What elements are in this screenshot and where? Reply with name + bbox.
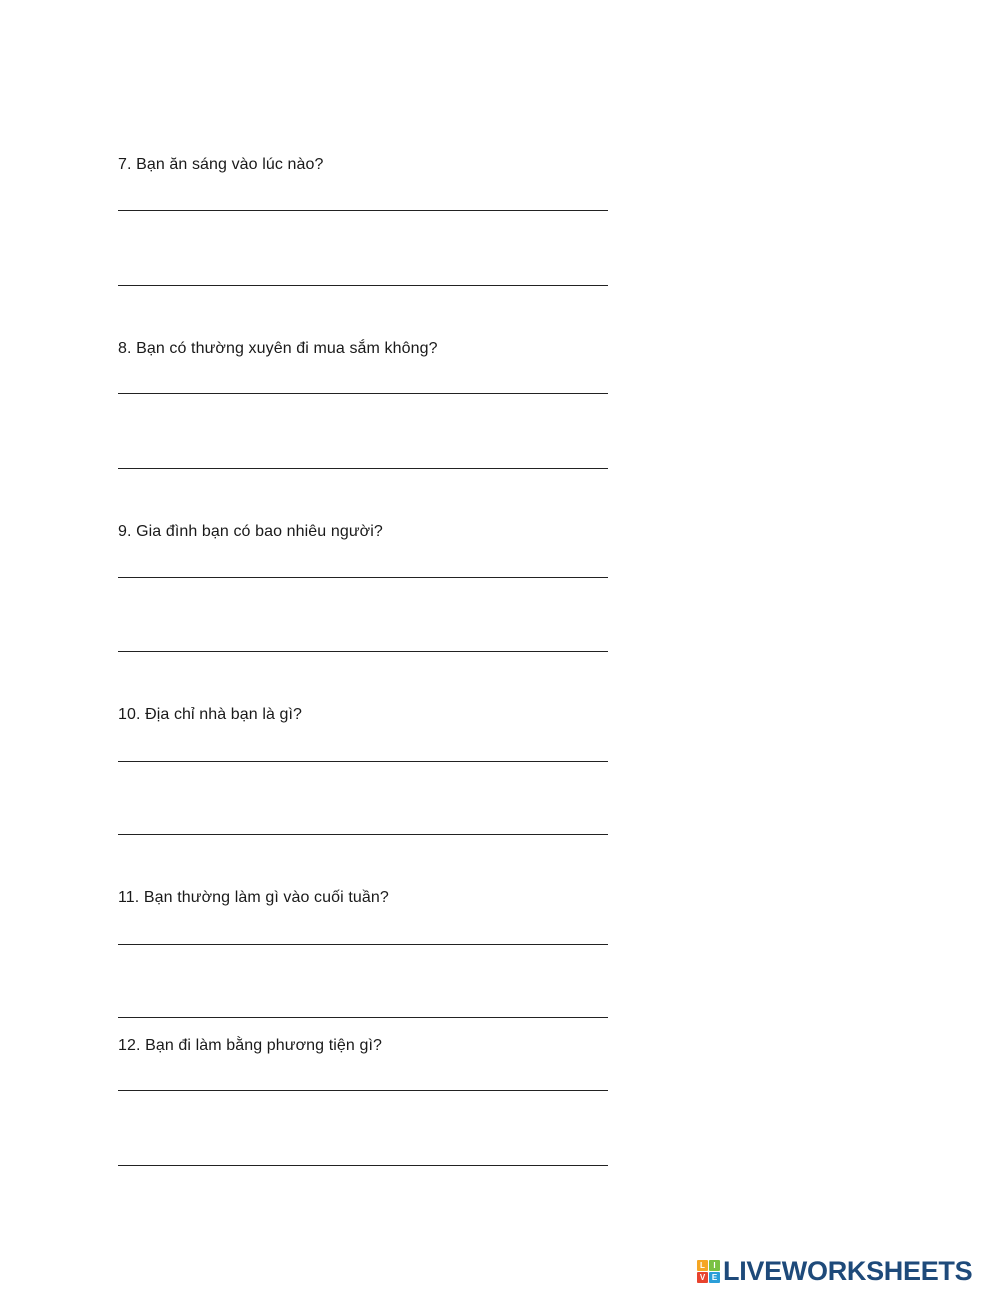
answer-9-line-2[interactable] [118, 629, 608, 652]
question-7: 7. Bạn ăn sáng vào lúc nào? [118, 156, 324, 173]
answer-8-line-2[interactable] [118, 446, 608, 469]
answer-7-line-2[interactable] [118, 263, 608, 286]
question-12: 12. Bạn đi làm bằng phương tiện gì? [118, 1037, 382, 1054]
answer-7-line-1[interactable] [118, 188, 608, 211]
logo-wordmark: LIVEWORKSHEETS [723, 1256, 973, 1286]
answer-8-line-1[interactable] [118, 371, 608, 394]
question-8: 8. Bạn có thường xuyên đi mua sắm không? [118, 340, 438, 357]
answer-9-line-1[interactable] [118, 555, 608, 578]
answer-10-line-1[interactable] [118, 739, 608, 762]
answer-11-line-2[interactable] [118, 995, 608, 1018]
question-11: 11. Bạn thường làm gì vào cuối tuần? [118, 889, 389, 906]
question-10: 10. Địa chỉ nhà bạn là gì? [118, 706, 303, 723]
answer-12-line-1[interactable] [118, 1068, 608, 1091]
logo-mark-tile: L [697, 1260, 708, 1271]
question-9: 9. Gia đình bạn có bao nhiêu người? [118, 523, 383, 540]
answer-12-line-2[interactable] [118, 1143, 608, 1166]
answer-11-line-1[interactable] [118, 922, 608, 945]
logo-mark-tile: I [709, 1260, 720, 1271]
liveworksheets-logo[interactable] [697, 1257, 972, 1285]
logo-mark-tile: E [709, 1272, 720, 1283]
logo-mark-tile: V [697, 1272, 708, 1283]
answer-10-line-2[interactable] [118, 812, 608, 835]
liveworksheets-mark-icon [697, 1260, 720, 1283]
